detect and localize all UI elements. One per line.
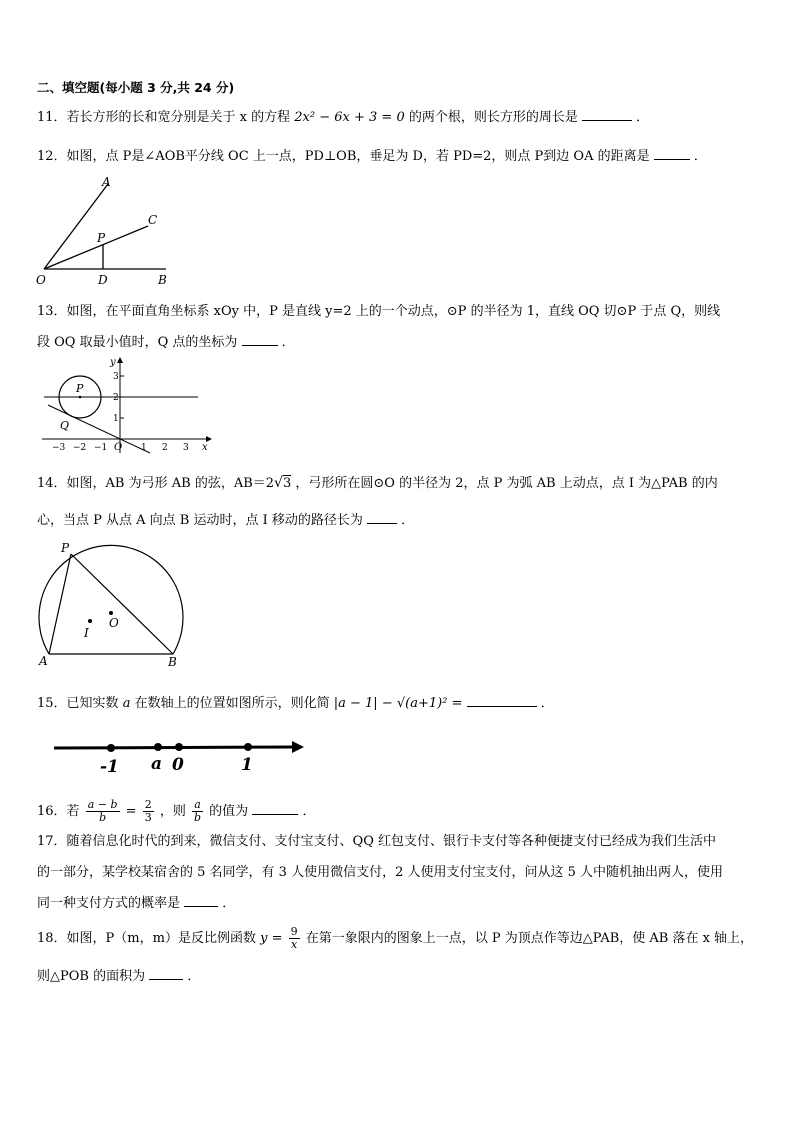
label-a: a	[151, 754, 163, 774]
answer-blank[interactable]	[654, 147, 690, 160]
tick-x3: 3	[183, 443, 189, 453]
tick-y1: 1	[113, 414, 119, 424]
q16-end: ．	[302, 804, 316, 819]
q12-figure	[32, 172, 182, 290]
q15-end: ．	[540, 696, 554, 711]
label-neg1: -1	[100, 757, 119, 777]
q14-text: 心，当点 P 从点 A 向点 B 运动时，点 I 移动的路径长为	[37, 513, 363, 528]
q13-figure	[38, 355, 213, 455]
q11-equation: 2x² − 6x + 3 = 0	[294, 110, 405, 125]
question-13-line2	[37, 333, 295, 352]
question-14-line1	[37, 474, 718, 493]
q14-sqrt-radicand: 3	[282, 476, 292, 491]
label-A: A	[39, 654, 48, 668]
q15-var: a	[122, 696, 131, 711]
q14-figure	[33, 537, 193, 670]
answer-blank[interactable]	[149, 967, 183, 980]
question-11	[37, 108, 649, 127]
tick-y2: 2	[113, 393, 119, 403]
question-18-line1	[37, 922, 753, 956]
question-14-line2	[37, 511, 414, 530]
q15-number-line	[48, 733, 313, 778]
answer-blank[interactable]	[184, 894, 218, 907]
question-15	[37, 694, 554, 713]
label-P: P	[97, 231, 106, 245]
tick-y3: 3	[113, 372, 119, 382]
question-13-line1: 13．如图，在平面直角坐标系 xOy 中，P 是直线 y=2 上的一个动点，⊙P 的半径为 1，直线 OQ 切⊙P 于点 Q，则线	[37, 304, 721, 319]
label-C: C	[148, 213, 158, 227]
label-D: D	[98, 273, 108, 287]
answer-blank[interactable]	[252, 802, 298, 815]
question-17-line2: 的一部分，某学校某宿舍的 5 名同学，有 3 人使用微信支付，2 人使用支付宝支付，问从这 5 人中随机抽出两人，使用	[37, 865, 724, 880]
q17-text: 同一种支付方式的概率是	[37, 896, 181, 911]
label-Q: Q	[60, 419, 70, 432]
label-x: x	[202, 442, 208, 453]
q15-text-a: 15．已知实数	[37, 696, 119, 711]
label-zero: 0	[172, 755, 184, 775]
q15-expression: |a − 1| − √(a+1)² =	[333, 696, 463, 711]
question-17-line1: 17．随着信息化时代的到来，微信支付、支付宝支付、QQ 红包支付、银行卡支付等各种便捷支付已经成为我们生活中	[37, 834, 716, 849]
q12-end: ．	[693, 149, 707, 164]
tick-x1: 1	[141, 443, 147, 453]
sqrt-symbol: √	[274, 475, 283, 491]
q13-end: ．	[281, 335, 295, 350]
tick-x2: 2	[162, 443, 168, 453]
q17-end: ．	[222, 896, 236, 911]
question-16: 16．若 $\frac{a - b}{b}$ = $\frac{2}{3}$ ，则 $\frac{a}{b}$ 的值为 ．	[37, 798, 316, 824]
q12-text: 12．如图，点 P是∠AOB平分线 OC 上一点，PD⊥OB，垂足为 D，若 PD=2，则点 P到边 OA 的距离是	[37, 149, 650, 164]
q14-text-b: ，弓形所在圆⊙O 的半径为 2，点 P 为弧 AB 上动点，点 I 为△PAB 的内	[295, 476, 718, 491]
q13-text: 段 OQ 取最小值时，Q 点的坐标为	[37, 335, 238, 350]
fraction-2-over-3: $\frac{2}{3}$	[144, 798, 152, 824]
label-B: B	[168, 655, 177, 669]
question-17-line3	[37, 894, 235, 913]
q11-end: ．	[636, 110, 650, 125]
tick-xm3: −3	[52, 443, 66, 453]
label-O: O	[109, 616, 119, 630]
label-I: I	[84, 626, 89, 640]
q16-text-a: 16．若	[37, 804, 80, 819]
answer-blank[interactable]	[582, 108, 632, 121]
tick-xm1: −1	[94, 443, 108, 453]
answer-blank[interactable]	[467, 694, 537, 707]
label-y: y	[110, 357, 116, 368]
answer-blank[interactable]	[367, 511, 397, 524]
fraction-a-minus-b-over-b: $\frac{a - b}{b}$	[87, 798, 118, 824]
fraction-9-over-x: $\frac{9}{x}$	[290, 925, 298, 951]
q11-text-b: 的两个根，则长方形的周长是	[408, 110, 578, 125]
q18-text: 则△POB 的面积为	[37, 969, 146, 984]
q16-text-b: ，则	[159, 804, 186, 819]
label-P: P	[76, 382, 84, 395]
label-A: A	[102, 175, 111, 189]
q16-text-c: 的值为	[209, 804, 249, 819]
q14-end: ．	[401, 513, 415, 528]
q18-text-a: 18．如图，P（m，m）是反比例函数	[37, 931, 256, 946]
label-origin: O	[114, 442, 123, 453]
tick-xm2: −2	[73, 443, 87, 453]
question-18-line2	[37, 967, 200, 986]
label-P: P	[61, 541, 70, 555]
section-title: 二、填空题(每小题 3 分,共 24 分)	[37, 80, 235, 95]
q18-text-b: 在第一象限内的图象上一点，以 P 为顶点作等边△PAB，使 AB 落在 x 轴上，	[305, 931, 754, 946]
answer-blank[interactable]	[242, 333, 278, 346]
q18-y-equals: y =	[260, 931, 283, 946]
q18-end: ．	[187, 969, 201, 984]
fraction-a-over-b: $\frac{a}{b}$	[193, 798, 202, 824]
question-12	[37, 147, 707, 166]
q14-text-a: 14．如图，AB 为弓形 AB 的弦，AB＝2	[37, 476, 275, 491]
label-B: B	[158, 273, 167, 287]
q11-text-a: 11．若长方形的长和宽分别是关于 x 的方程	[37, 110, 291, 125]
label-O: O	[36, 273, 46, 287]
q15-text-b: 在数轴上的位置如图所示，则化简	[134, 696, 330, 711]
label-one: 1	[241, 755, 253, 775]
